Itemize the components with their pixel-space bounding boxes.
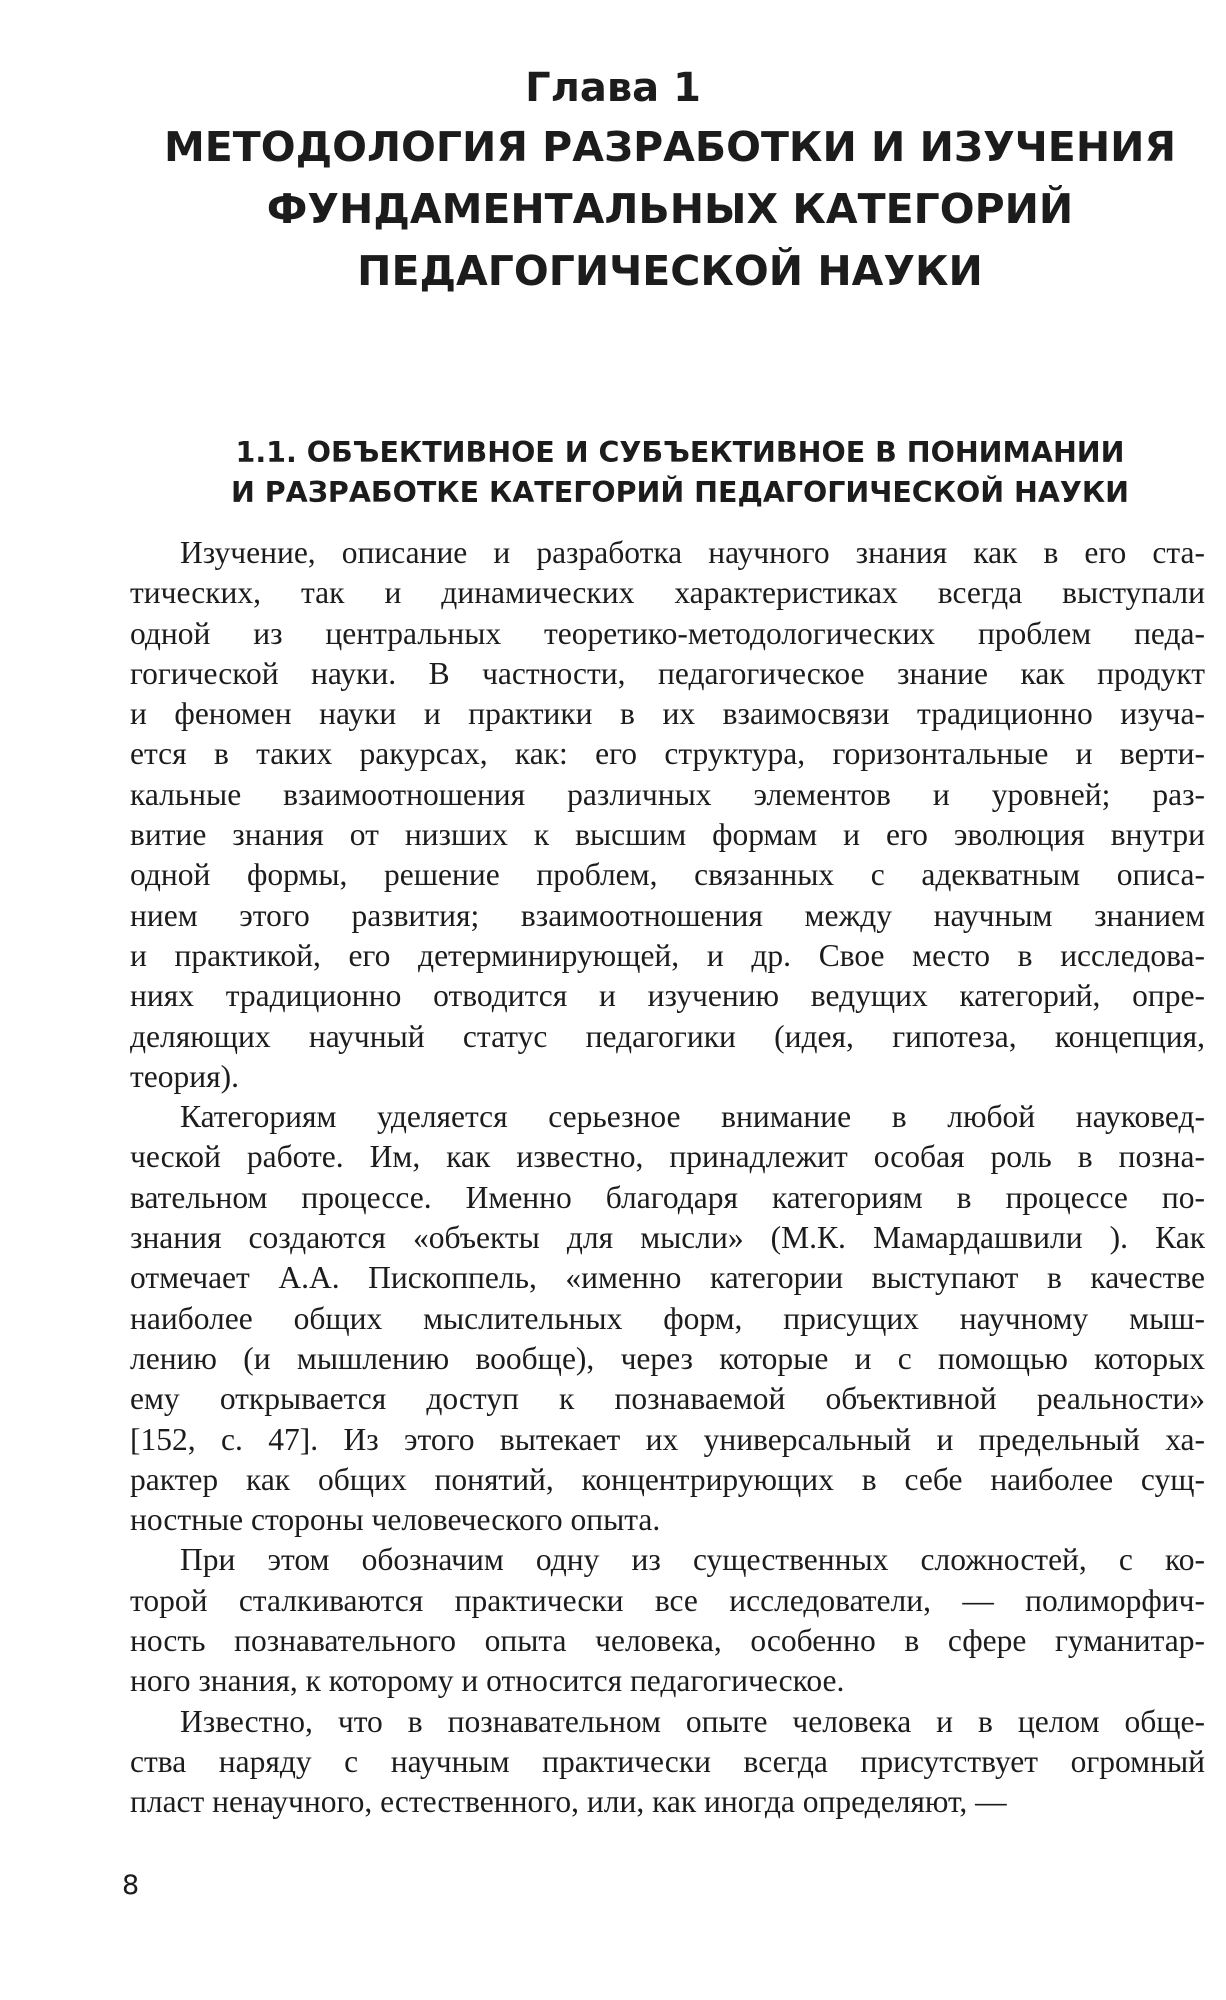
text-line: одной формы, решение проблем, связанных с адекватным описа- [130, 857, 1205, 893]
text-line: пласт ненаучного, естественного, или, как иногда определяют, — [130, 1784, 1007, 1820]
text-line: витие знания от низших к высшим формам и его эволюция внутри [130, 817, 1205, 853]
chapter-title-line: ФУНДАМЕНТАЛЬНЫХ КАТЕГОРИЙ [266, 185, 1074, 233]
section-title-line: И РАЗРАБОТКЕ КАТЕГОРИЙ ПЕДАГОГИЧЕСКОЙ НАУКИ [230, 476, 1130, 509]
text-line: и феномен науки и практики в их взаимосвязи традиционно изуча- [130, 696, 1205, 732]
text-line: рактер как общих понятий, концентрирующих в себе наиболее сущ- [130, 1461, 1205, 1497]
text-line: [152, с. 47]. Из этого вытекает их универсальный и предельный ха- [130, 1421, 1205, 1457]
text-line: ему открывается доступ к познаваемой объективной реальности» [130, 1381, 1205, 1417]
text-line: и практикой, его детерминирующей, и др. Свое место в исследова- [130, 937, 1205, 973]
text-line: Известно, что в познавательном опыте человека и в целом обще- [180, 1703, 1205, 1739]
text-line: нием этого развития; взаимоотношения между научным знанием [130, 897, 1205, 933]
text-line: ческой работе. Им, как известно, принадлежит особая роль в позна- [130, 1139, 1205, 1175]
text-line: лению (и мышлению вообще), через которые и с помощью которых [130, 1340, 1205, 1376]
text-line: кальные взаимоотношения различных элементов и уровней; раз- [130, 776, 1205, 812]
page-number: 8 [122, 1870, 140, 1901]
text-line: вательном процессе. Именно благодаря категориям в процессе по- [130, 1179, 1205, 1215]
text-line: ства наряду с научным практически всегда присутствует огромный [130, 1743, 1205, 1779]
text-line: При этом обозначим одну из существенных сложностей, с ко- [180, 1542, 1205, 1578]
paragraph [130, 1097, 1205, 1540]
chapter-title-line: ПЕДАГОГИЧЕСКОЙ НАУКИ [357, 247, 983, 295]
text-line: деляющих научный статус педагогики (идея, гипотеза, концепция, [130, 1018, 1205, 1054]
text-line: знания создаются «объекты для мысли» (М.К. Мамардашвили ). Как [130, 1220, 1205, 1256]
chapter-title-line: МЕТОДОЛОГИЯ РАЗРАБОТКИ И ИЗУЧЕНИЯ [163, 123, 1177, 171]
body-text [130, 533, 1205, 1823]
paragraph [130, 1540, 1205, 1701]
paragraph [130, 533, 1205, 1097]
chapter-label: Глава 1 [525, 65, 701, 111]
text-line: гогической науки. В частности, педагогическое знание как продукт [130, 655, 1205, 691]
text-line: ностные стороны человеческого опыта. [130, 1502, 661, 1538]
chapter-title [120, 116, 1220, 302]
paragraph [130, 1702, 1205, 1823]
text-line: Изучение, описание и разработка научного знания как в его ста- [180, 535, 1205, 570]
text-line: торой сталкиваются практически все исследователи, — полиморфич- [130, 1582, 1205, 1618]
text-line: Категориям уделяется серьезное внимание в любой науковед- [180, 1099, 1205, 1135]
text-line: отмечает А.А. Пископпель, «именно категории выступают в качестве [130, 1260, 1205, 1296]
section-title [150, 433, 1210, 513]
text-line: тических, так и динамических характеристиках всегда выступали [130, 575, 1205, 611]
text-line: ется в таких ракурсах, как: его структура, горизонтальные и верти- [130, 736, 1205, 772]
section-title-line: 1.1. ОБЪЕКТИВНОЕ И СУБЪЕКТИВНОЕ В ПОНИМАНИИ [235, 436, 1125, 469]
text-line: одной из центральных теоретико-методологических проблем педа- [130, 615, 1205, 651]
text-line: теория). [130, 1058, 239, 1094]
text-line: ного знания, к которому и относится педагогическое. [130, 1663, 845, 1699]
text-line: ниях традиционно отводится и изучению ведущих категорий, опре- [130, 978, 1205, 1014]
text-line: ность познавательного опыта человека, особенно в сфере гуманитар- [130, 1623, 1205, 1659]
text-line: наиболее общих мыслительных форм, присущих научному мыш- [130, 1300, 1205, 1336]
